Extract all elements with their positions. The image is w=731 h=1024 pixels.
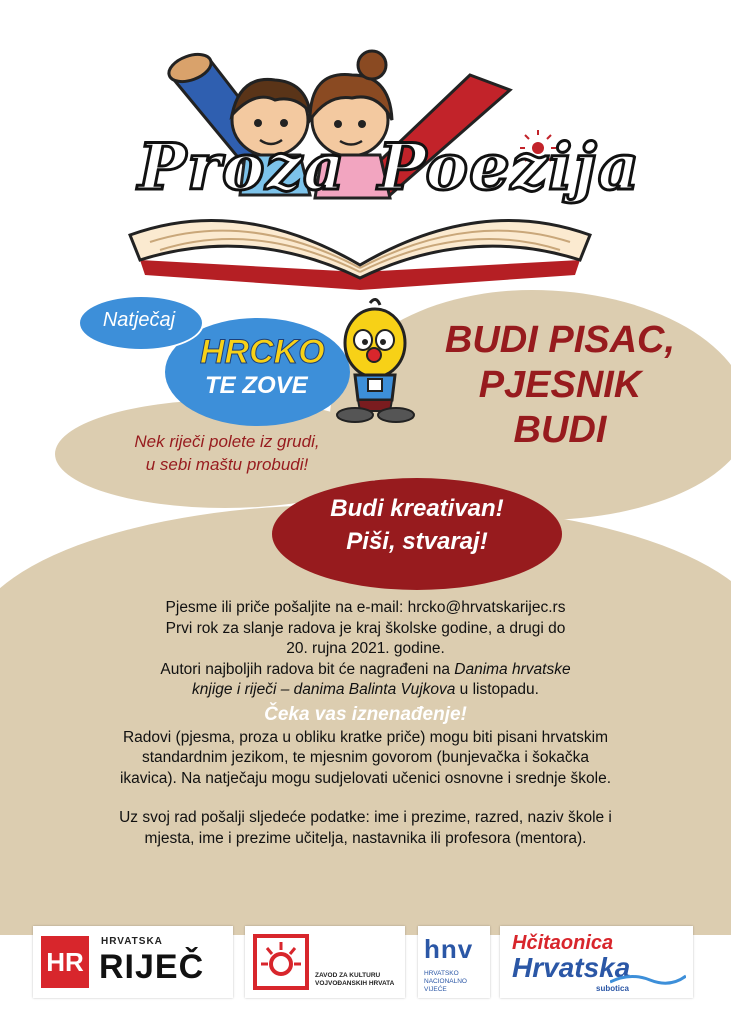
call-out-line-1: Budi kreativan! xyxy=(330,495,504,522)
citaonica-mid: Hrvatska xyxy=(512,952,631,983)
paragraph-spacer xyxy=(20,789,711,808)
call-out-text xyxy=(272,492,562,558)
badge-subtitle: TE ZOVE xyxy=(205,372,308,399)
body-line: mjesta, ime i prezime učitelja, nastavnika ili profesora (mentora). xyxy=(144,829,587,847)
hr-mark-icon: HR xyxy=(41,936,89,988)
headline-line-2: PJESNIK xyxy=(478,364,642,406)
headline-line-1: BUDI PISAC, xyxy=(444,319,676,361)
zavod-label: ZAVOD ZA KULTURU VOJVOĐANSKIH HRVATA xyxy=(315,972,395,987)
body-line-text: Autori najboljih radova bit će nagrađeni na xyxy=(160,660,455,678)
logo-hnv[interactable] xyxy=(418,926,490,998)
event-name-italic: knjige i riječi – danima Balinta Vujkova xyxy=(192,681,456,698)
zavod-emblem-icon xyxy=(253,934,309,990)
logo-citaonica[interactable] xyxy=(500,926,693,998)
body-line: Uz svoj rad pošalji sljedeće podatke: ime i prezime, razred, naziv škole i xyxy=(119,809,612,826)
body-line: Pjesme ili priče pošaljite na e-mail: hrcko@hrvatskarijec.rs xyxy=(165,599,566,616)
hrcko-mascot-icon xyxy=(330,295,420,425)
motto xyxy=(72,430,382,476)
body-text xyxy=(20,598,711,849)
surprise-heading: Čeka vas iznenađenje! xyxy=(264,703,467,725)
badge-small-label: Natječaj xyxy=(102,309,176,331)
citaonica-sub: subotica xyxy=(596,984,629,993)
motto-line-2: u sebi maštu probudi! xyxy=(145,455,309,474)
body-line-text: u listopadu. xyxy=(455,681,539,698)
logo-hrvatska-rijec[interactable] xyxy=(33,926,233,998)
body-line: standardnim jezikom, te mjesnim govorom (bunjevačka i šokačka xyxy=(141,749,590,766)
title-word-poezija: Poezija xyxy=(378,130,641,205)
headline xyxy=(410,318,710,453)
hnv-mark-icon: hnv xyxy=(424,934,474,964)
body-line xyxy=(20,680,711,701)
body-line xyxy=(20,660,711,681)
logo-hr-small: HRVATSKA xyxy=(101,936,163,947)
citaonica-top: Hčitaonica xyxy=(512,932,614,954)
body-line: Radovi (pjesma, proza u obliku kratke priče) mogu biti pisani hrvatskim xyxy=(122,728,608,746)
body-line: 20. rujna 2021. godine. xyxy=(286,640,445,657)
motto-line-1: Nek riječi polete iz grudi, xyxy=(134,432,320,451)
header-illustration xyxy=(60,20,660,295)
body-line: ikavica). Na natječaju mogu sudjelovati učenici osnovne i srednje škole. xyxy=(119,769,612,787)
badge-title: HRCKO xyxy=(200,333,325,371)
headline-line-3: BUDI xyxy=(513,409,607,451)
event-name-italic: Danima hrvatske xyxy=(454,660,571,678)
logo-hr-big: RIJEČ xyxy=(99,948,205,986)
logo-zavod[interactable] xyxy=(245,926,405,998)
body-line: Prvi rok za slanje radova je kraj školske godine, a drugi do xyxy=(165,619,566,637)
call-out-line-2: Piši, stvaraj! xyxy=(346,528,488,555)
hnv-label: HRVATSKO NACIONALNO VIJEĆE xyxy=(424,970,467,993)
title-word-proza: Proza xyxy=(138,130,346,205)
